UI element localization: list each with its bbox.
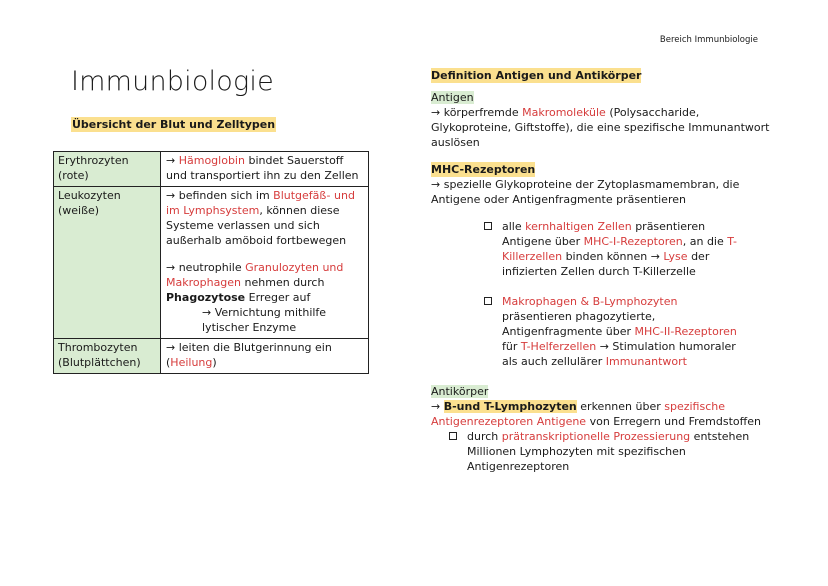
table-row-thrombozyten [54,339,369,374]
page-title: Immunbiologie [71,66,274,97]
desc-paragraph-2 [166,260,364,305]
highlight-term: spezifische Antigenrezeptoren Antigene [431,400,726,428]
text-segment: ( [166,356,171,369]
bold-term: B-und T-Lymphozyten [443,400,577,413]
mhc-text: → spezielle Glykoproteine der Zytoplasmamembran, die Antigene oder Antigenfragmente präsentieren [431,178,740,206]
definition-heading: Definition Antigen und Antikörper [431,69,642,82]
antikoerper-label: Antikörper [431,385,489,398]
text-segment: von Erregern und Fremdstoffen [589,415,761,428]
cell-desc-thrombozyten [161,339,369,374]
highlight-term: T-Killerzellen [502,235,737,263]
desc-paragraph-3: → Vernichtung mithilfe lytischer Enzyme [202,306,327,334]
desc-text: → leiten die Blutgerinnung ein [166,341,332,354]
bold-term: Phagozytose [166,291,246,304]
antigen-label: Antigen [431,91,474,104]
highlight-term: Hämoglobin [178,154,245,167]
checkbox-bullet-icon [449,432,457,440]
highlight-term: Lyse [663,250,688,263]
arrow-text: → [166,154,176,167]
highlight-term: Heilung [170,356,213,369]
highlight-term: kernhaltigen Zellen [525,220,632,233]
header-label: Bereich Immunbiologie [659,35,758,45]
text-segment: → befinden sich im [166,189,270,202]
cell-sub: (Blutplättchen) [58,356,141,369]
cell-name: Leukozyten [58,189,121,202]
text-segment: der infizierten Zellen durch T-Killerzelle [502,250,710,278]
right-column [431,68,771,474]
table-row-erythrozyten [54,152,369,187]
mhc-heading: MHC-Rezeptoren [431,163,536,176]
text-segment: Erreger auf [248,291,311,304]
table-row-leukozyten [54,187,369,339]
desc-paren [166,355,364,370]
antigen-section [431,90,771,150]
blood-cell-table [53,151,369,374]
checkbox-bullet-icon [484,297,492,305]
text-segment: alle [502,220,522,233]
text-segment: binden können → [565,250,660,263]
mhc-bullet-list [484,219,744,369]
desc-text: bindet Sauerstoff und transportiert ihn zu den Zellen [166,154,359,182]
highlight-term: prätranskriptionelle Prozessierung [501,430,691,443]
text-segment: (Polysaccharide, Glykoproteine, Giftstoffe), die eine spezifische Immunantwort auslösen [431,106,770,149]
text-segment: → körperfremde [431,106,519,119]
highlight-term: Immunantwort [605,355,687,368]
cell-desc-erythrozyten [161,152,369,187]
list-item [484,219,744,279]
desc-paragraph-1 [166,188,364,248]
text-segment: → Stimulation humoraler als auch zellulärer [502,340,736,368]
text-segment: → neutrophile [166,261,242,274]
antikoerper-bullet-list [449,429,771,474]
highlight-term: Blutgefäß- und im Lymphsystem [166,189,355,217]
highlight-term: Makrophagen & B-Lymphozyten [502,295,678,308]
cell-desc-leukozyten [161,187,369,339]
cell-name: Thrombozyten [58,341,138,354]
section-subtitle: Übersicht der Blut und Zelltypen [72,118,276,131]
list-item [484,294,744,369]
highlight-term: MHC-II-Rezeptoren [634,325,737,338]
text-segment: durch [467,430,499,443]
text-segment: , können diese Systeme verlassen und sich außerhalb amöboid fortbewegen [166,204,347,247]
highlight-term: Granulozyten und Makrophagen [166,261,344,289]
cell-name: Erythrozyten [58,154,129,167]
cell-sub: (weiße) [58,204,100,217]
text-segment: ) [212,356,217,369]
cell-type-erythrozyten [54,152,161,187]
cell-type-thrombozyten [54,339,161,374]
text-segment: präsentieren Antigene über [502,220,706,248]
mhc-section [431,162,771,369]
text-segment: , an die [682,235,724,248]
text-segment: nehmen durch [244,276,325,289]
list-item [449,429,771,474]
checkbox-bullet-icon [484,222,492,230]
highlight-term: T-Helferzellen [520,340,597,353]
text-segment: präsentieren phagozytierte, Antigenfragmente über [502,310,656,338]
highlight-term: MHC-I-Rezeptoren [583,235,683,248]
highlight-term: Makromoleküle [522,106,606,119]
text-segment: erkennen über [580,400,661,413]
text-segment: für [502,340,518,353]
text-segment: entstehen Millionen Lymphozyten mit spezifischen Antigenrezeptoren [467,430,750,473]
antikoerper-section [431,384,771,474]
cell-type-leukozyten [54,187,161,339]
cell-sub: (rote) [58,169,89,182]
arrow-text: → [431,400,441,413]
